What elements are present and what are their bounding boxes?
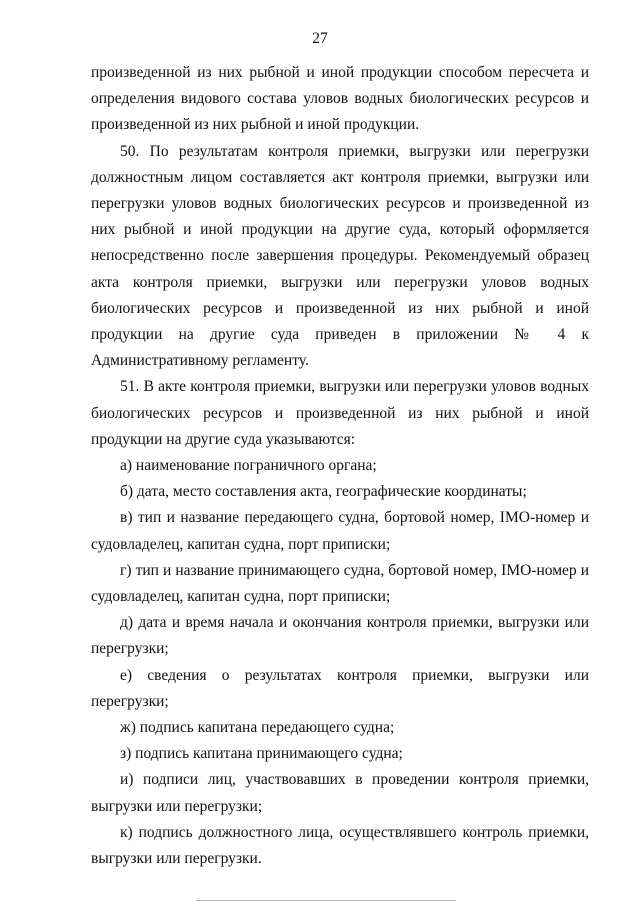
list-item-a: а) наименование пограничного органа; <box>120 457 377 475</box>
list-item-i: и) подписи лиц, участвовавших в проведении контроля приемки, выгрузки или перегрузки; <box>91 771 589 815</box>
list-item-zh: ж) подпись капитана передающего судна; <box>120 719 395 737</box>
list-item-b: б) дата, место составления акта, географические координаты; <box>120 483 527 501</box>
list-item-d: д) дата и время начала и окончания контроля приемки, выгрузки или перегрузки; <box>91 614 589 658</box>
list-item-e: е) сведения о результатах контроля приемки, выгрузки или перегрузки; <box>91 666 589 710</box>
paragraph-51: 51. В акте контроля приемки, выгрузки или перегрузки уловов водных биологических ресурсов и произведенной из них рыбной и иной продукции на другие суда указываются: <box>91 378 589 448</box>
scan-bottom-line <box>196 900 456 901</box>
list-item-k: к) подпись должностного лица, осуществлявшего контроль приемки, выгрузки или перегрузки. <box>91 823 589 868</box>
list-item-z: з) подпись капитана принимающего судна; <box>120 745 403 763</box>
paragraph-continuation: произведенной из них рыбной и иной продукции способом пересчета и определения видового состава уловов водных биологических ресурсов и произведенной из них рыбной и иной продукции. <box>91 64 589 134</box>
page-number: 27 <box>312 30 328 47</box>
list-item-g: г) тип и название принимающего судна, бортовой номер, IMO-номер и судовладелец, капитан судна, порт приписки; <box>91 561 589 606</box>
paragraph-50: 50. По результатам контроля приемки, выгрузки или перегрузки должностным лицом составляется акт контроля приемки, выгрузки или перегрузки уловов водных биологических ресурсов и произведенной из них рыбной и иной продукции на другие суда, который оформляется непосредственно после завершения процедуры. Рекомендуемый образец акта контроля приемки, выгрузки или перегрузки уловов водных биологических ресурсов и произведенной из них рыбной и иной продукции на другие суда приведен в приложении № 4 к Административному регламенту. <box>91 142 589 370</box>
document-body <box>91 60 589 872</box>
list-item-v: в) тип и название передающего судна, бортовой номер, IMO-номер и судовладелец, капитан судна, порт приписки; <box>91 509 589 553</box>
